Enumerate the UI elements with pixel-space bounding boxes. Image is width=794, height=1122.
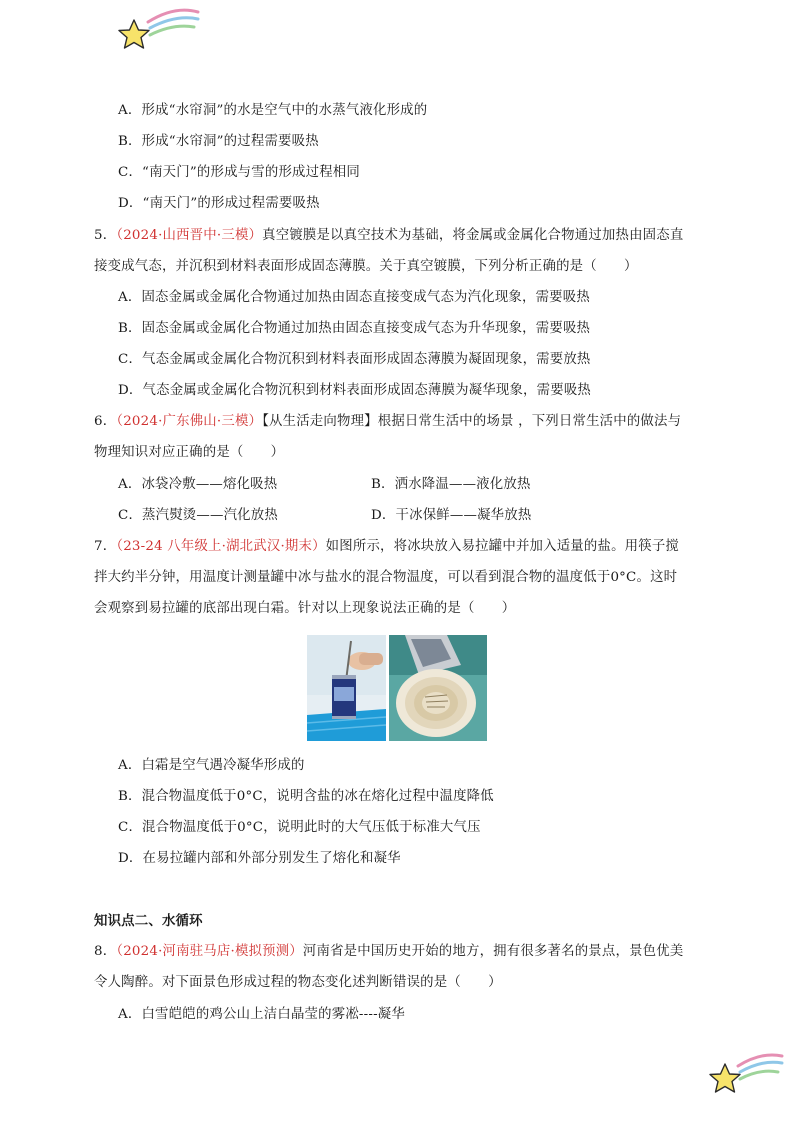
q8-stem-line2: 令人陶醉。对下面景色形成过程的物态变化述判断错误的是（ ） — [94, 975, 502, 990]
shooting-star-icon — [112, 8, 202, 58]
section-heading: 知识点二、水循环 — [94, 913, 203, 929]
q5-stem-text: 真空镀膜是以真空技术为基础，将金属或金属化合物通过加热由固态直 — [262, 228, 684, 243]
q7-option-a: A．白霜是空气遇冷凝华形成的 — [118, 758, 305, 773]
q6-option-d: D．干冰保鲜——凝华放热 — [371, 508, 532, 523]
q6-stem-line2: 物理知识对应正确的是（ ） — [94, 445, 285, 460]
q6-stem-line1 — [94, 413, 681, 431]
q4-option-d: D．“南天门”的形成过程需要吸热 — [118, 196, 320, 211]
q7-stem-line1 — [94, 538, 679, 556]
q5-stem-line2: 接变成气态，并沉积到材料表面形成固态薄膜。关于真空镀膜，下列分析正确的是（ ） — [94, 259, 638, 274]
q6-option-c: C．蒸汽熨烫——汽化放热 — [118, 508, 278, 523]
q6-option-b: B．洒水降温——液化放热 — [371, 477, 531, 492]
q7-option-d: D．在易拉罐内部和外部分别发生了熔化和凝华 — [118, 851, 401, 866]
can-stirring-photo — [307, 635, 386, 741]
q8-number: 8． — [94, 944, 117, 959]
q4-option-b: B．形成“水帘洞”的过程需要吸热 — [118, 134, 319, 149]
q6-stem-text: 【从生活走向物理】根据日常生活中的场景 ，下列日常生活中的做法与 — [262, 414, 682, 429]
q5-stem-line1 — [94, 227, 683, 245]
q8-stem-text: 河南省是中国历史开始的地方，拥有很多著名的景点，景色优美 — [302, 944, 684, 959]
q5-option-b: B．固态金属或金属化合物通过加热由固态直接变成气态为升华现象，需要吸热 — [118, 321, 591, 336]
q5-option-c: C．气态金属或金属化合物沉积到材料表面形成固态薄膜为凝固现象，需要放热 — [118, 352, 591, 367]
q6-option-a: A．冰袋冷敷——熔化吸热 — [118, 477, 278, 492]
q5-option-a: A．固态金属或金属化合物通过加热由固态直接变成气态为汽化现象，需要吸热 — [118, 290, 590, 305]
q6-number: 6． — [94, 414, 117, 429]
q7-option-b: B．混合物温度低于0°C，说明含盐的冰在熔化过程中温度降低 — [118, 789, 494, 804]
q6-source: （2024·广东佛山·三模） — [116, 414, 263, 429]
q7-stem-line3: 会观察到易拉罐的底部出现白霜。针对以上现象说法正确的是（ ） — [94, 601, 516, 616]
q7-number: 7． — [94, 539, 117, 554]
frosted-can-bottom-photo — [389, 635, 487, 741]
shooting-star-icon — [706, 1052, 786, 1100]
q4-option-a: A．形成“水帘洞”的水是空气中的水蒸气液化形成的 — [118, 103, 428, 118]
q7-stem-text: 如图所示，将冰块放入易拉罐中并加入适量的盐。用筷子搅 — [325, 539, 680, 554]
q5-number: 5． — [94, 228, 117, 243]
q8-source: （2024·河南驻马店·模拟预测） — [116, 944, 303, 959]
q7-source: （23-24 八年级上·湖北武汉·期末） — [116, 539, 326, 554]
q5-source: （2024·山西晋中·三模） — [116, 228, 263, 243]
q7-option-c: C．混合物温度低于0°C，说明此时的大气压低于标准大气压 — [118, 820, 481, 835]
q8-option-a: A．白雪皑皑的鸡公山上洁白晶莹的雾凇----凝华 — [118, 1007, 405, 1022]
q7-stem-line2: 拌大约半分钟，用温度计测量罐中冰与盐水的混合物温度，可以看到混合物的温度低于0°C。这时 — [94, 570, 678, 585]
q8-stem-line1 — [94, 943, 683, 961]
q4-option-c: C．“南天门”的形成与雪的形成过程相同 — [118, 165, 360, 180]
q5-option-d: D．气态金属或金属化合物沉积到材料表面形成固态薄膜为凝华现象，需要吸热 — [118, 383, 592, 398]
